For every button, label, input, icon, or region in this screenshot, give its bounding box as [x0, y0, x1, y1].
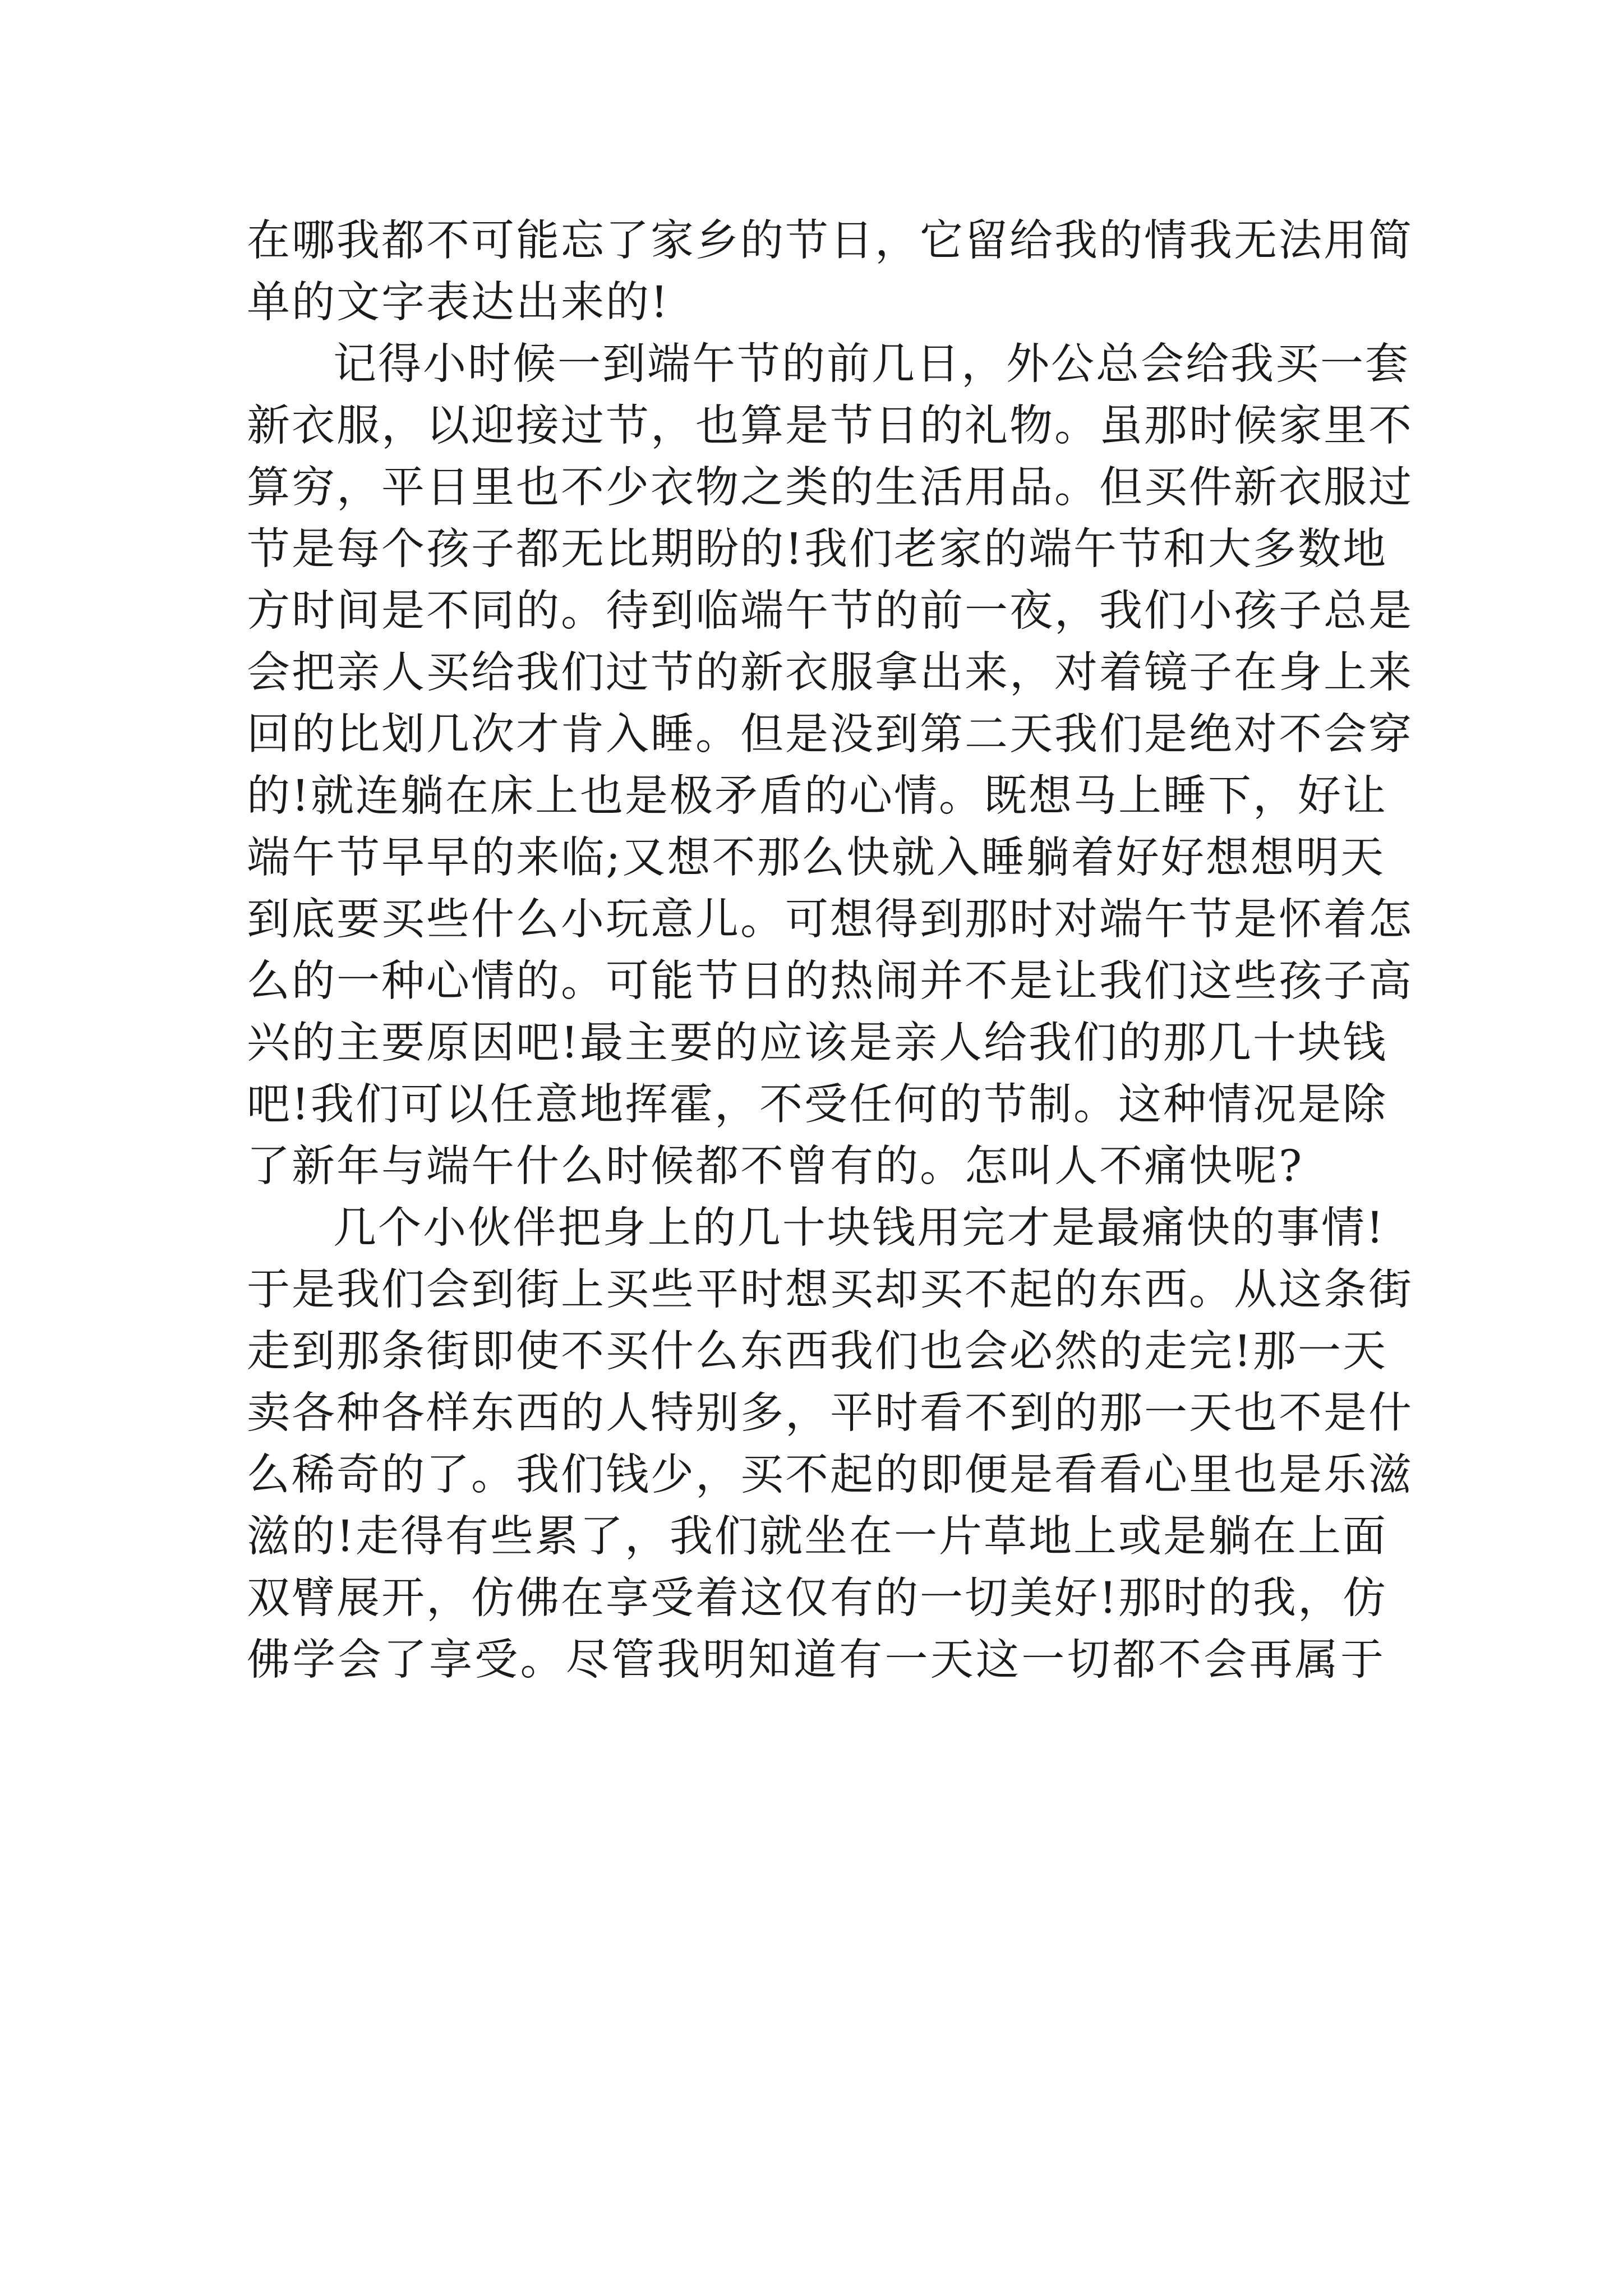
text-line: 回的比划几次才肯入睡。但是没到第二天我们是绝对不会穿 [247, 710, 1413, 760]
text-line: 么稀奇的了。我们钱少，买不起的即便是看看心里也是乐滋 [247, 1450, 1413, 1500]
text-line: 新衣服，以迎接过节，也算是节日的礼物。虽那时候家里不 [247, 401, 1413, 451]
text-line: 了新年与端午什么时候都不曾有的。怎叫人不痛快呢? [247, 1142, 1304, 1191]
text-line: 的!就连躺在床上也是极矛盾的心情。既想马上睡下，好让 [247, 771, 1387, 821]
text-line: 吧!我们可以任意地挥霍，不受任何的节制。这种情况是除 [247, 1080, 1387, 1130]
body-text [247, 210, 1413, 1691]
text-line: 滋的!走得有些累了，我们就坐在一片草地上或是躺在上面 [247, 1512, 1387, 1562]
text-line: 佛学会了享受。尽管我明知道有一天这一切都不会再属于 [247, 1635, 1385, 1685]
text-line: 双臂展开，仿佛在享受着这仅有的一切美好!那时的我，仿 [247, 1573, 1387, 1623]
text-line: 几个小伙伴把身上的几十块钱用完才是最痛快的事情! [333, 1203, 1385, 1253]
text-line: 在哪我都不可能忘了家乡的节日，它留给我的情我无法用简 [247, 216, 1413, 266]
text-line: 走到那条街即使不买什么东西我们也会必然的走完!那一天 [247, 1327, 1387, 1377]
text-line: 么的一种心情的。可能节日的热闹并不是让我们这些孩子高 [247, 956, 1413, 1006]
text-line: 记得小时候一到端午节的前几日，外公总会给我买一套 [333, 339, 1410, 389]
text-line: 兴的主要原因吧!最主要的应该是亲人给我们的那几十块钱 [247, 1018, 1387, 1068]
text-line: 算穷，平日里也不少衣物之类的生活用品。但买件新衣服过 [247, 463, 1413, 513]
text-line: 卖各种各样东西的人特别多，平时看不到的那一天也不是什 [247, 1388, 1413, 1438]
text-line: 方时间是不同的。待到临端午节的前一夜，我们小孩子总是 [247, 586, 1413, 636]
text-line: 端午节早早的来临;又想不那么快就入睡躺着好好想想明天 [247, 833, 1385, 883]
text-line: 节是每个孩子都无比期盼的!我们老家的端午节和大多数地 [247, 524, 1387, 574]
text-line: 会把亲人买给我们过节的新衣服拿出来，对着镜子在身上来 [247, 648, 1413, 698]
text-line: 单的文字表达出来的! [247, 278, 670, 328]
text-line: 于是我们会到街上买些平时想买却买不起的东西。从这条街 [247, 1265, 1413, 1315]
text-line: 到底要买些什么小玩意儿。可想得到那时对端午节是怀着怎 [247, 895, 1413, 945]
